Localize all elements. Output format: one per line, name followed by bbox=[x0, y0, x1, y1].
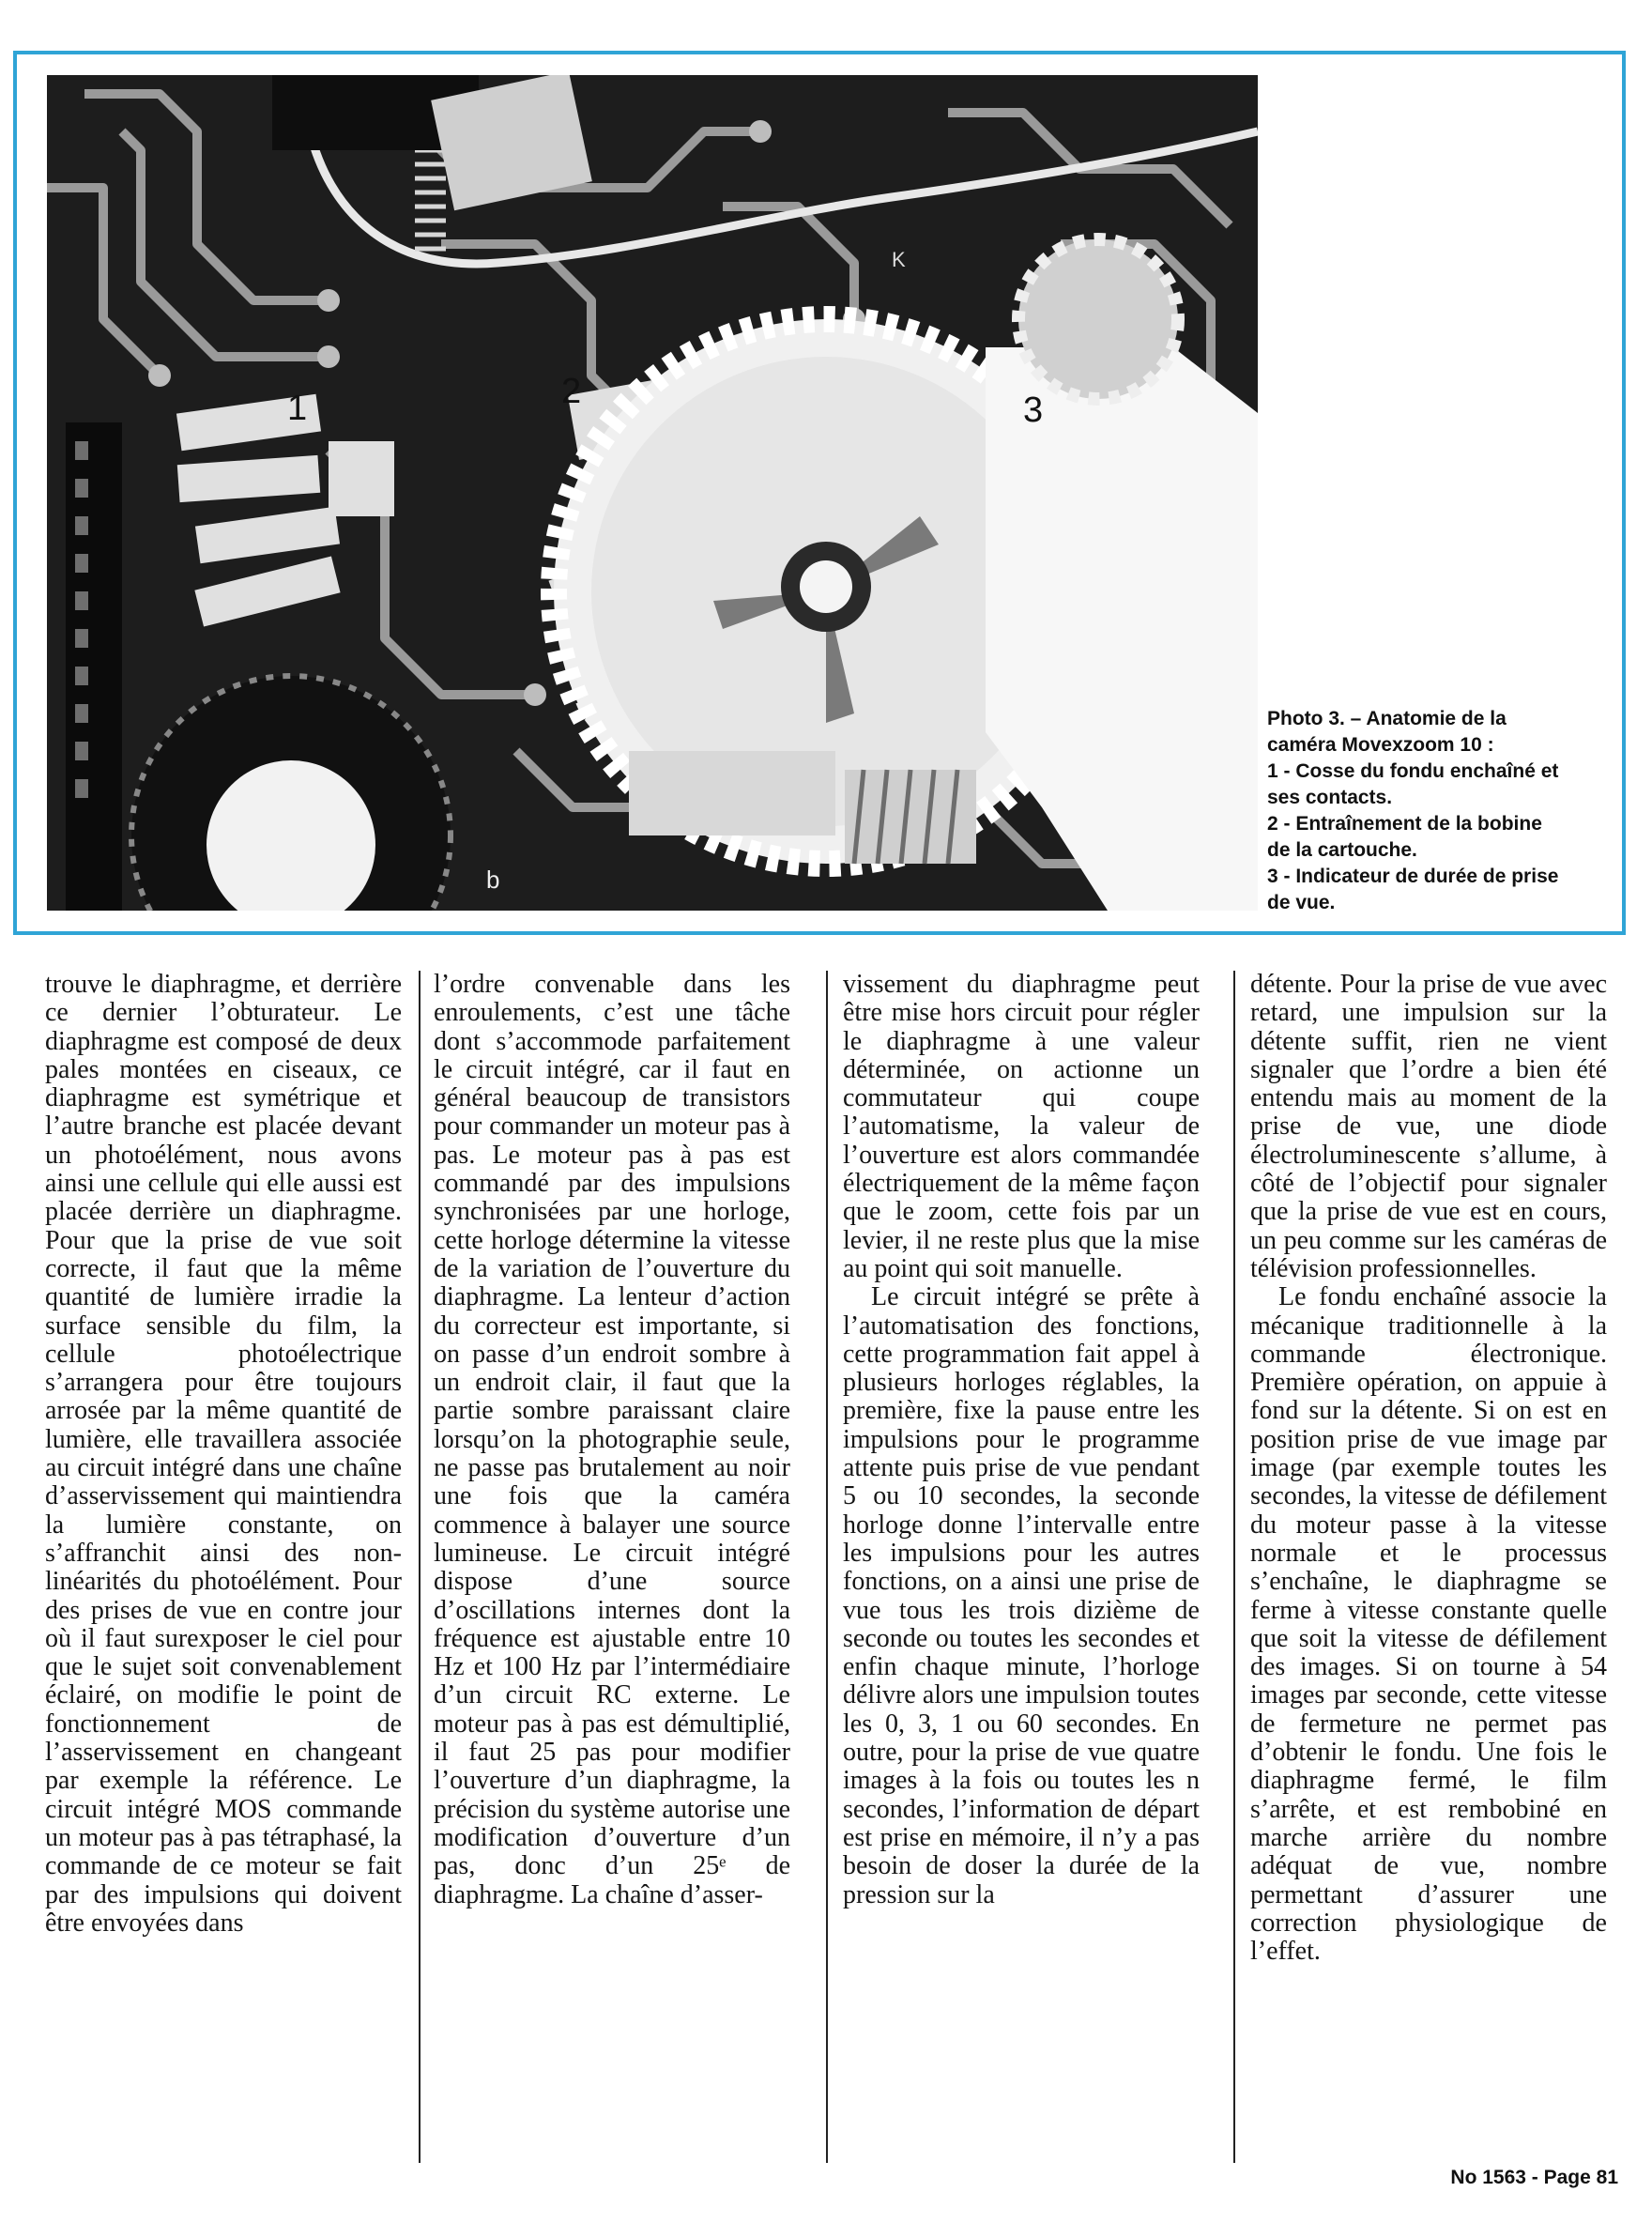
caption-line: de la cartouche. bbox=[1267, 839, 1417, 861]
paragraph: trouve le diaphragme, et derrière ce dernier l’obturateur. Le diaphragme est composé de deux pales montées en ciseaux, ce diaphragme est symétrique et l’autre branche est placée devant un photoélément, nous avons ainsi une cellule qui elle aussi est placée derrière un diaphragme. Pour que la prise de vue soit correcte, il faut que la même quantité de lumière irradie la surface sensible du film, la cellule photoélectrique s’arrangera pour être toujours arrosée par la même quantité de lumière, elle travaillera associée au circuit intégré dans une chaîne d’asservissement qui maintiendra la lumière constante, on s’affranchit ainsi des non-linéarités du photoélément. Pour des prises de vue en contre jour où il faut surexposer le ciel pour que le sujet soit convenablement éclairé, on modifie le point de fonctionnement de l’asservissement en changeant par exemple la référence. Le circuit intégré MOS commande un moteur pas à pas tétraphasé, la commande de ce moteur se fait par des impulsions qui doivent être envoyées dans bbox=[45, 971, 402, 1938]
text-column-4 bbox=[1250, 971, 1607, 2163]
paragraph: détente. Pour la prise de vue avec retard, une impulsion sur la détente suffit, rien ne vient signaler que l’ordre a bien été entendu mais au moment de la prise de vue, une diode électroluminescente s’allume, à côté de l’objectif pour signaler que la prise de vue est en cours, un peu comme sur les caméras de télévision professionnelles. bbox=[1250, 971, 1607, 1283]
photo-label-2: 2 bbox=[561, 372, 582, 411]
article-body bbox=[45, 971, 1607, 2163]
paragraph: l’ordre convenable dans les enroulements, c’est une tâche dont s’accommode parfaitement le circuit intégré, car il faut en général beaucoup de transistors pour commander un moteur pas à pas. Le moteur pas à pas est commandé par des impulsions synchronisées par une horloge, cette horloge détermine la vitesse de la variation de l’ouverture du diaphragme. La lenteur d’action du correcteur est importante, si on passe d’un endroit sombre à un endroit clair, il faut que la partie sombre paraissant claire lorsqu’on la photographie seule, ne passe pas brutalement au noir une fois que la caméra commence à balayer une source lumineuse. Le circuit intégré dispose d’une source d’oscillations internes dont la fréquence est ajustable entre 10 Hz et 100 Hz par l’intermédiaire d’un circuit RC externe. Le moteur pas à pas est démultiplié, il faut 25 pas pour modifier l’ouverture d’un diaphragme, la précision du système autorise une modification d’ouverture d’un pas, donc d’un 25ᵉ de diaphragme. La chaîne d’asser- bbox=[434, 971, 790, 1909]
text-column-1 bbox=[45, 971, 402, 2163]
paragraph: Le fondu enchaîné associe la mécanique traditionnelle à la commande électronique. Première opération, on appuie à fond sur la détente. Si on est en position prise de vue image par image (par exemple toutes les secondes, la vitesse de défilement du moteur passe à la vitesse normale et le processus s’enchaîne, le diaphragme se ferme à vitesse constante quelle que soit la vitesse de défilement des images. Si on tourne à 54 images par seconde, cette vitesse de fermeture ne permet pas d’obtenir le fondu. Une fois le diaphragme fermé, le film s’arrête, et est rembobiné en marche arrière du nombre adéquat de vue, nombre permettant d’assurer une correction physiologique de l’effet. bbox=[1250, 1282, 1607, 1967]
photo-label-3: 3 bbox=[1023, 391, 1044, 430]
photo-label-1: 1 bbox=[287, 389, 308, 428]
column-divider bbox=[419, 971, 421, 2163]
column-divider bbox=[826, 971, 828, 2163]
caption-line: de vue. bbox=[1267, 892, 1336, 913]
caption-line: 3 - Indicateur de durée de prise bbox=[1267, 866, 1559, 887]
page-footer: No 1563 - Page 81 bbox=[1450, 2167, 1618, 2188]
circuit-board-photo bbox=[47, 75, 1258, 911]
photo-caption bbox=[1267, 706, 1614, 916]
photo-label-b: b bbox=[486, 866, 500, 894]
figure-frame bbox=[13, 51, 1626, 935]
caption-line: 2 - Entraînement de la bobine bbox=[1267, 813, 1542, 835]
paragraph: Le circuit intégré se prête à l’automatisation des fonctions, cette programmation fait appel à plusieurs horloges réglables, la première, fixe la pause entre les impulsions pour le programme attente puis prise de vue pendant 5 ou 10 secondes, la seconde horloge donne l’intervalle entre les impulsions pour les autres fonctions, on a ainsi une prise de vue tous les trois dizième de seconde ou toutes les secondes et enfin chaque minute, l’horloge délivre alors une impulsion toutes les 0, 3, 1 ou 60 secondes. En outre, pour la prise de vue quatre images à la fois ou toutes les n secondes, l’information de départ est prise en mémoire, il n’y a pas besoin de doser la durée de la pression sur la bbox=[843, 1282, 1200, 1909]
caption-line: 1 - Cosse du fondu enchaîné et bbox=[1267, 760, 1559, 782]
caption-line: Photo 3. – Anatomie de la bbox=[1267, 708, 1507, 729]
photo-label-k: K bbox=[892, 248, 906, 271]
text-column-3 bbox=[843, 971, 1200, 2163]
column-divider bbox=[1233, 971, 1235, 2163]
paragraph: vissement du diaphragme peut être mise hors circuit pour régler le diaphragme à une valeur déterminée, on actionne un commutateur qui coupe l’automatisme, la valeur de l’ouverture est alors commandée électriquement de la même façon que le zoom, cette fois par un levier, il ne reste plus que la mise au point qui soit manuelle. bbox=[843, 971, 1200, 1283]
caption-line: caméra Movexzoom 10 : bbox=[1267, 734, 1494, 756]
caption-line: ses contacts. bbox=[1267, 787, 1393, 808]
text-column-2 bbox=[434, 971, 790, 2163]
